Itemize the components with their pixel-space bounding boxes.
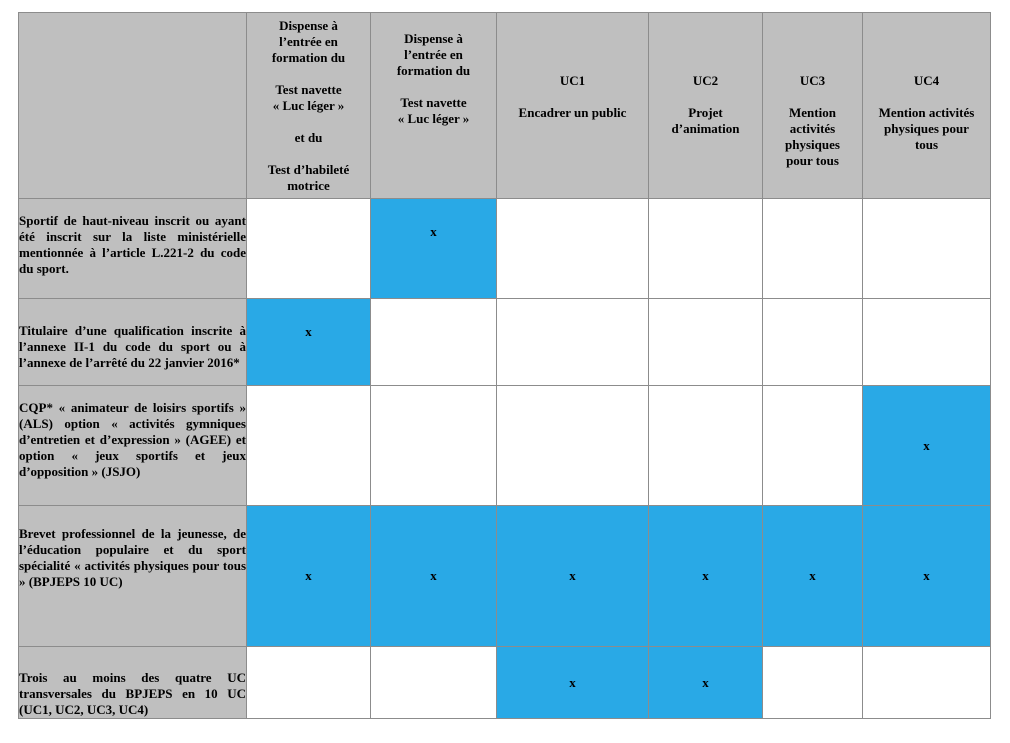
empty-cell — [649, 299, 763, 386]
marked-cell: x — [497, 647, 649, 719]
empty-cell — [371, 647, 497, 719]
marked-cell: x — [497, 506, 649, 647]
header-line: formation du — [271, 49, 346, 65]
row-label: Titulaire d’une qualification inscrite à l’annexe II-1 du code du sport ou à l’annexe de l’arrêté du 22 janvier 2016* — [19, 299, 247, 386]
empty-cell — [649, 199, 763, 299]
header-line: « Luc léger » — [397, 111, 470, 126]
empty-cell — [497, 386, 649, 506]
header-line: et du — [294, 129, 323, 145]
empty-cell — [763, 299, 863, 386]
empty-cell — [863, 199, 991, 299]
header-line: pour tous — [786, 153, 839, 168]
header-line: tous — [914, 137, 939, 152]
header-line: Projet — [688, 105, 723, 120]
row-label: CQP* « animateur de loisirs sportifs » (ALS) option « activités gymniques d’entretien et d’expression » (AGEE) et option « jeux sportifs et jeux d’opposition » (JSJO) — [19, 386, 247, 506]
empty-cell — [371, 299, 497, 386]
header-line: motrice — [287, 177, 330, 193]
header-line: physiques — [785, 137, 840, 152]
empty-cell — [649, 386, 763, 506]
empty-cell — [247, 386, 371, 506]
corner-cell — [19, 13, 247, 199]
empty-cell — [763, 647, 863, 719]
empty-cell — [497, 299, 649, 386]
header-line: Test d’habileté — [267, 161, 350, 177]
marked-cell: x — [863, 506, 991, 647]
header-line: Encadrer un public — [518, 105, 627, 120]
table-row — [19, 299, 991, 386]
empty-cell — [247, 199, 371, 299]
row-label: Brevet professionnel de la jeunesse, de l’éducation populaire et du sport spécialité « activités physiques pour tous » (BPJEPS 10 UC) — [19, 506, 247, 647]
header-col-uc2 — [649, 13, 763, 199]
empty-cell — [763, 199, 863, 299]
header-line: d’animation — [671, 121, 740, 136]
empty-cell — [371, 386, 497, 506]
empty-cell — [863, 647, 991, 719]
header-line: UC3 — [799, 73, 826, 88]
header-line: Test navette — [275, 81, 342, 97]
empty-cell — [497, 199, 649, 299]
empty-cell — [863, 299, 991, 386]
header-line: activités — [789, 121, 836, 136]
marked-cell: x — [371, 199, 497, 299]
header-col-2 — [371, 13, 497, 199]
header-col-1 — [247, 13, 371, 199]
table-row — [19, 199, 991, 299]
header-line: Test navette — [400, 95, 467, 110]
row-label: Sportif de haut-niveau inscrit ou ayant été inscrit sur la liste ministérielle mentionnée à l’article L.221-2 du code du sport. — [19, 199, 247, 299]
header-line: l’entrée en — [404, 47, 463, 62]
header-col-uc3 — [763, 13, 863, 199]
header-line: UC2 — [692, 73, 719, 88]
header-col-uc4 — [863, 13, 991, 199]
header-row — [19, 13, 991, 199]
marked-cell: x — [763, 506, 863, 647]
header-line: Mention — [789, 105, 836, 120]
header-col-uc1 — [497, 13, 649, 199]
header-line: physiques pour — [884, 121, 969, 136]
marked-cell: x — [649, 647, 763, 719]
table-body — [19, 199, 991, 719]
marked-cell: x — [247, 506, 371, 647]
header-line: « Luc léger » — [272, 97, 345, 113]
header-line: Dispense à — [279, 17, 338, 33]
empty-cell — [247, 647, 371, 719]
header-line: l’entrée en — [279, 33, 338, 49]
header-line: UC4 — [913, 73, 940, 88]
marked-cell: x — [371, 506, 497, 647]
table-row — [19, 647, 991, 719]
table-row — [19, 386, 991, 506]
marked-cell: x — [247, 299, 371, 386]
empty-cell — [763, 386, 863, 506]
header-line: formation du — [396, 63, 471, 78]
header-line: UC1 — [559, 73, 586, 88]
header-line: Mention activités — [878, 105, 975, 120]
table-row — [19, 506, 991, 647]
marked-cell: x — [649, 506, 763, 647]
row-label: Trois au moins des quatre UC transversales du BPJEPS en 10 UC (UC1, UC2, UC3, UC4) — [19, 647, 247, 719]
header-line: Dispense à — [404, 31, 463, 46]
dispense-table — [18, 12, 991, 719]
marked-cell: x — [863, 386, 991, 506]
